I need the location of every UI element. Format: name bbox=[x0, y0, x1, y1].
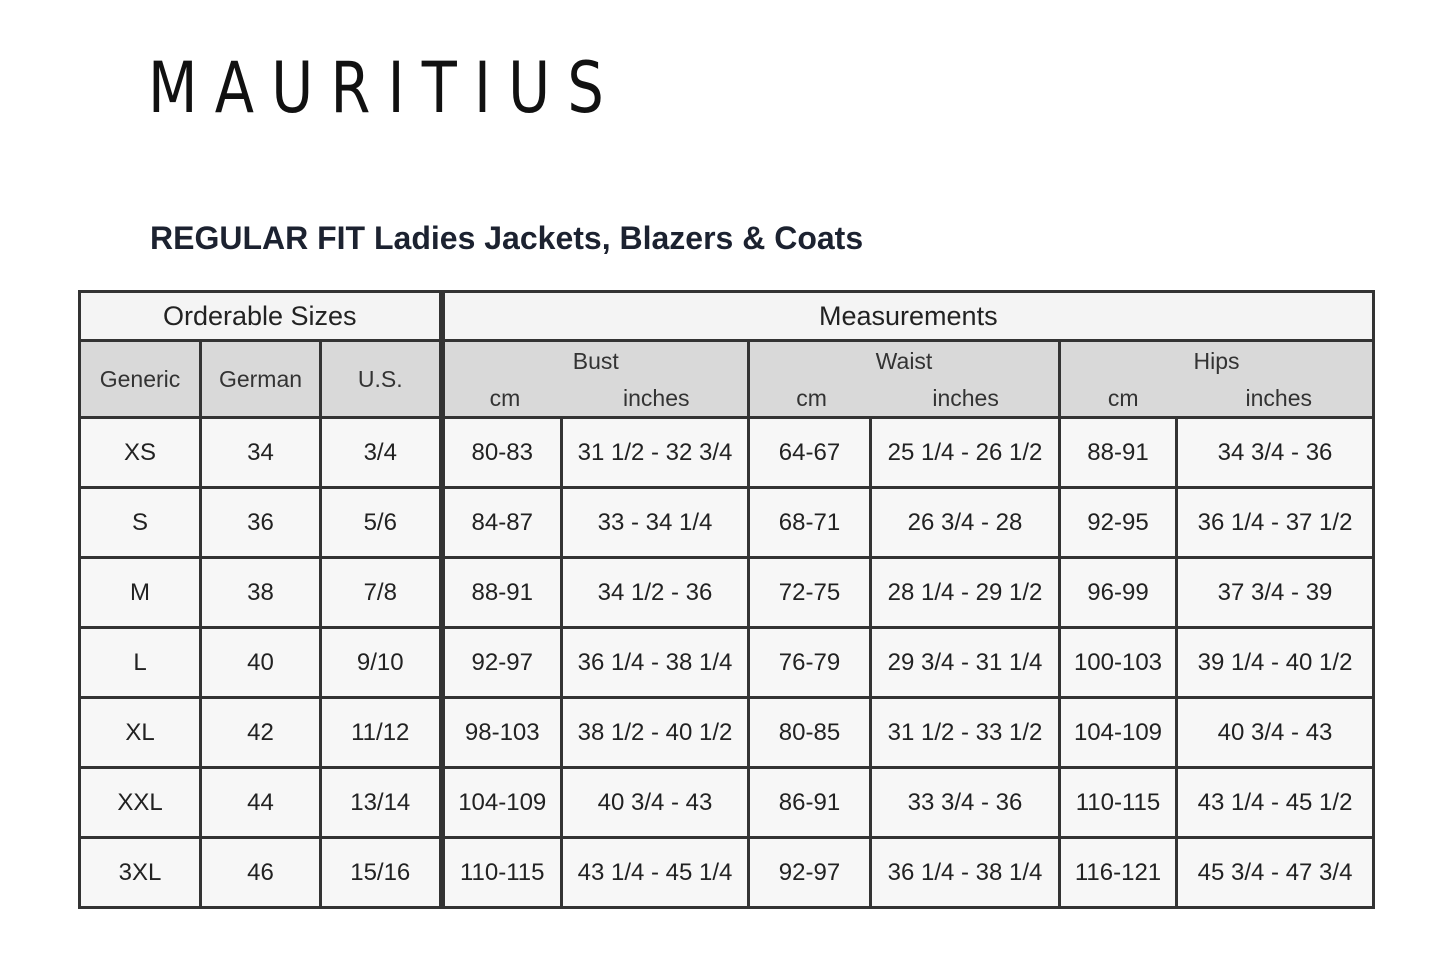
bust-inches-cell: 33 - 34 1/4 bbox=[562, 488, 749, 558]
us-cell: 5/6 bbox=[321, 488, 442, 558]
bust-inches-label: inches bbox=[623, 385, 690, 411]
us-cell: 15/16 bbox=[321, 838, 442, 908]
bust-inches-cell: 31 1/2 - 32 3/4 bbox=[562, 418, 749, 488]
german-cell: 42 bbox=[201, 698, 321, 768]
hips-inches-cell: 37 3/4 - 39 bbox=[1177, 558, 1374, 628]
waist-cm-cell: 68-71 bbox=[749, 488, 871, 558]
waist-inches-cell: 26 3/4 - 28 bbox=[871, 488, 1060, 558]
hips-cm-cell: 110-115 bbox=[1060, 768, 1177, 838]
orderable-sizes-header: Orderable Sizes bbox=[80, 292, 442, 341]
size-chart-table bbox=[78, 290, 1375, 909]
waist-inches-cell: 31 1/2 - 33 1/2 bbox=[871, 698, 1060, 768]
waist-cm-label: cm bbox=[796, 385, 827, 411]
bust-header bbox=[442, 341, 749, 418]
german-cell: 36 bbox=[201, 488, 321, 558]
hips-inches-cell: 40 3/4 - 43 bbox=[1177, 698, 1374, 768]
header-row-top bbox=[80, 292, 1374, 341]
hips-cm-cell: 116-121 bbox=[1060, 838, 1177, 908]
german-cell: 34 bbox=[201, 418, 321, 488]
generic-cell: M bbox=[80, 558, 201, 628]
waist-inches-cell: 29 3/4 - 31 1/4 bbox=[871, 628, 1060, 698]
us-cell: 11/12 bbox=[321, 698, 442, 768]
german-header: German bbox=[201, 341, 321, 418]
generic-cell: L bbox=[80, 628, 201, 698]
waist-inches-label: inches bbox=[932, 385, 999, 411]
generic-cell: XXL bbox=[80, 768, 201, 838]
table-row bbox=[80, 838, 1374, 908]
us-cell: 7/8 bbox=[321, 558, 442, 628]
hips-header bbox=[1060, 341, 1374, 418]
us-cell: 13/14 bbox=[321, 768, 442, 838]
hips-inches-cell: 34 3/4 - 36 bbox=[1177, 418, 1374, 488]
hips-inches-cell: 45 3/4 - 47 3/4 bbox=[1177, 838, 1374, 908]
waist-cm-cell: 64-67 bbox=[749, 418, 871, 488]
generic-cell: 3XL bbox=[80, 838, 201, 908]
us-cell: 3/4 bbox=[321, 418, 442, 488]
bust-inches-cell: 38 1/2 - 40 1/2 bbox=[562, 698, 749, 768]
us-cell: 9/10 bbox=[321, 628, 442, 698]
bust-inches-cell: 43 1/4 - 45 1/4 bbox=[562, 838, 749, 908]
hips-cm-cell: 88-91 bbox=[1060, 418, 1177, 488]
waist-cm-cell: 72-75 bbox=[749, 558, 871, 628]
brand-logo: MAURITIUS bbox=[148, 47, 622, 129]
bust-cm-cell: 98-103 bbox=[442, 698, 562, 768]
hips-inches-cell: 43 1/4 - 45 1/2 bbox=[1177, 768, 1374, 838]
waist-cm-cell: 92-97 bbox=[749, 838, 871, 908]
table-title: REGULAR FIT Ladies Jackets, Blazers & Coats bbox=[150, 220, 864, 256]
table-row bbox=[80, 628, 1374, 698]
waist-cm-cell: 76-79 bbox=[749, 628, 871, 698]
generic-cell: S bbox=[80, 488, 201, 558]
table-row bbox=[80, 418, 1374, 488]
waist-cm-cell: 86-91 bbox=[749, 768, 871, 838]
hips-inches-cell: 36 1/4 - 37 1/2 bbox=[1177, 488, 1374, 558]
waist-inches-cell: 33 3/4 - 36 bbox=[871, 768, 1060, 838]
generic-cell: XS bbox=[80, 418, 201, 488]
waist-cm-cell: 80-85 bbox=[749, 698, 871, 768]
bust-cm-cell: 104-109 bbox=[442, 768, 562, 838]
bust-cm-cell: 88-91 bbox=[442, 558, 562, 628]
table-row bbox=[80, 768, 1374, 838]
hips-inches-label: inches bbox=[1245, 385, 1312, 411]
hips-inches-cell: 39 1/4 - 40 1/2 bbox=[1177, 628, 1374, 698]
hips-label: Hips bbox=[1193, 348, 1240, 374]
bust-inches-cell: 40 3/4 - 43 bbox=[562, 768, 749, 838]
waist-label: Waist bbox=[875, 348, 933, 374]
hips-cm-cell: 92-95 bbox=[1060, 488, 1177, 558]
bust-inches-cell: 34 1/2 - 36 bbox=[562, 558, 749, 628]
german-cell: 38 bbox=[201, 558, 321, 628]
measurements-header: Measurements bbox=[442, 292, 1374, 341]
hips-cm-cell: 96-99 bbox=[1060, 558, 1177, 628]
german-cell: 40 bbox=[201, 628, 321, 698]
hips-cm-cell: 104-109 bbox=[1060, 698, 1177, 768]
table-row bbox=[80, 488, 1374, 558]
table-row bbox=[80, 558, 1374, 628]
german-cell: 44 bbox=[201, 768, 321, 838]
generic-cell: XL bbox=[80, 698, 201, 768]
bust-label: Bust bbox=[572, 348, 619, 374]
hips-cm-label: cm bbox=[1107, 385, 1139, 411]
waist-header bbox=[749, 341, 1060, 418]
table-row bbox=[80, 698, 1374, 768]
german-cell: 46 bbox=[201, 838, 321, 908]
bust-inches-cell: 36 1/4 - 38 1/4 bbox=[562, 628, 749, 698]
bust-cm-cell: 80-83 bbox=[442, 418, 562, 488]
bust-cm-cell: 110-115 bbox=[442, 838, 562, 908]
bust-cm-cell: 84-87 bbox=[442, 488, 562, 558]
waist-inches-cell: 25 1/4 - 26 1/2 bbox=[871, 418, 1060, 488]
waist-inches-cell: 36 1/4 - 38 1/4 bbox=[871, 838, 1060, 908]
waist-inches-cell: 28 1/4 - 29 1/2 bbox=[871, 558, 1060, 628]
bust-cm-cell: 92-97 bbox=[442, 628, 562, 698]
hips-cm-cell: 100-103 bbox=[1060, 628, 1177, 698]
header-row-columns bbox=[80, 341, 1374, 418]
generic-header: Generic bbox=[80, 341, 201, 418]
us-header: U.S. bbox=[321, 341, 442, 418]
bust-cm-label: cm bbox=[489, 385, 521, 411]
